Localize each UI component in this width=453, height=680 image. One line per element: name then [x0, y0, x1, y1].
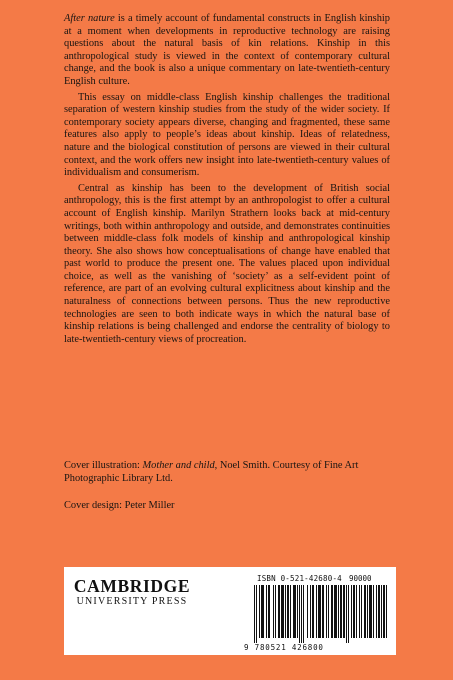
publisher-subtitle: UNIVERSITY PRESS — [76, 596, 188, 607]
publisher-name: CAMBRIDGE — [73, 576, 191, 596]
barcode-bar — [376, 585, 377, 638]
barcode-bar — [328, 585, 329, 638]
blurb-paragraph-2: This essay on middle-class English kinship challenges the traditional separation of western kinship studies from the study of the wider society. If contemporary society appears diverse, changing and fragmented, these same features also apply to people’s ideas about kinship. Ideas of relatedness, nature and the biological constitution of persons are viewed in their cultural context, and the work offers new insight into late-twentieth-century values of individualism and consumerism. — [64, 91, 390, 179]
barcode-bar — [364, 585, 366, 638]
barcode-bar — [273, 585, 274, 638]
blurb-paragraph-1-text: is a timely account of fundamental constructs in English kinship at a moment when developments in reproductive technology are raising questions about the natural basis of kin relations. Kinship in this anthropological study is viewed in the context of contemporary cultural change, and the book is also a unique commentary on late-twentieth-century English culture. — [64, 13, 390, 87]
barcode-bar — [266, 585, 267, 638]
barcode-bar — [259, 585, 260, 638]
illustration-title: Mother and child — [142, 460, 215, 471]
barcode-bar — [290, 585, 291, 638]
back-cover-blurb — [64, 13, 390, 346]
publisher-barcode-box — [64, 567, 396, 655]
cover-credits — [64, 460, 404, 513]
barcode-bar — [359, 585, 360, 638]
barcode-bar — [378, 585, 380, 638]
barcode-bar — [369, 585, 372, 638]
barcode-bar — [326, 585, 327, 638]
barcode-bar — [287, 585, 289, 638]
barcode-bar — [346, 585, 347, 643]
barcode-bar — [307, 585, 308, 638]
design-credit: Cover design: Peter Miller — [64, 500, 175, 512]
barcode-bar — [318, 585, 321, 638]
barcode-bar — [383, 585, 385, 638]
barcode-bar — [303, 585, 304, 643]
barcode-bar — [301, 585, 302, 643]
illustration-credit-rest: , Noel Smith. Courtesy of Fine Art Photographic Library Ltd. — [64, 460, 359, 484]
barcode-bar — [268, 585, 270, 638]
isbn-number: ISBN 0-521-42680-4 — [257, 574, 342, 583]
publisher-logo — [71, 577, 193, 608]
barcode-bar — [275, 585, 276, 638]
blurb-paragraph-1 — [64, 13, 390, 89]
barcode-bar — [343, 585, 345, 638]
barcode-bar — [256, 585, 257, 643]
barcode-bar — [299, 585, 300, 643]
barcode-bar — [331, 585, 333, 638]
barcode-bar — [367, 585, 368, 638]
barcode-bar — [340, 585, 342, 638]
barcode-bar — [310, 585, 311, 638]
barcode-bar — [285, 585, 286, 638]
barcode-bar — [348, 585, 349, 643]
addon-barcode-icon — [351, 585, 389, 643]
barcode-bar — [316, 585, 317, 638]
ean-barcode-icon — [254, 585, 349, 643]
price-addon-digits: 90000 — [349, 574, 372, 583]
barcode-bar — [261, 585, 264, 638]
barcode-bar — [334, 585, 337, 638]
barcode-bar — [353, 585, 355, 638]
barcode-bar — [293, 585, 296, 638]
book-title: After nature — [64, 13, 115, 24]
barcode-bar — [322, 585, 324, 638]
barcode-bar — [254, 585, 255, 643]
blurb-paragraph-3: Central as kinship has been to the development of British social anthropology, this is the first attempt by an anthropologist to offer a cultural account of English kinship. Marilyn Strathern looks back at mid-century writings, both within anthropology and outside, and demonstrates continuities between middle-class folk models of kinship and anthropological kinship theory. She also shows how conceptualisations of change have enabled that past world to produce the present one. The values placed upon individual choice, as well as the vanishing of ‘society’ as a self-evident point of reference, are part of an evolving cultural explicitness about kinship and the naturalness of connections between persons. Thus the new reproductive technologies are seen to both indicate ways in which the natural base of kinship relations is being challenged and endorse the centrality of biology to late-twentieth-century views of procreation. — [64, 182, 390, 345]
barcode-bar — [356, 585, 357, 638]
barcode-bar — [281, 585, 284, 638]
barcode-bar — [297, 585, 298, 638]
illustration-credit — [64, 460, 404, 485]
barcode-bar — [381, 585, 382, 638]
barcode-bar — [312, 585, 314, 638]
illustration-credit-label: Cover illustration: — [64, 460, 143, 471]
barcode-bar — [278, 585, 280, 638]
barcode-bar — [386, 585, 387, 638]
barcode-bar — [361, 585, 362, 638]
barcode-bar — [351, 585, 352, 638]
ean-digits: 9 780521 426800 — [244, 643, 324, 652]
barcode-bar — [373, 585, 374, 638]
barcode-bar — [338, 585, 339, 638]
